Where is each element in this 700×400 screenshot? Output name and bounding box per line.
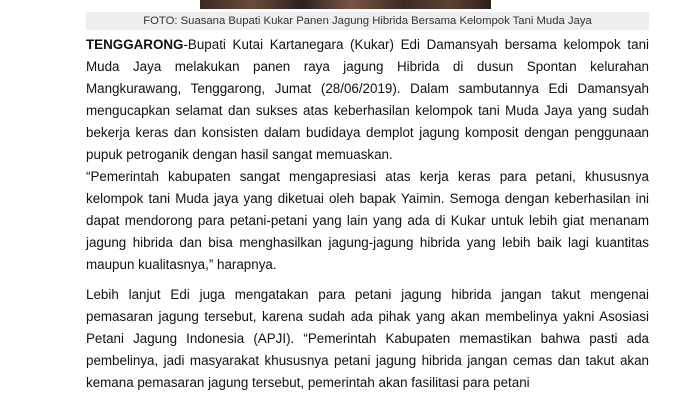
article-dateline: TENGGARONG	[86, 37, 184, 52]
article-body	[86, 34, 649, 394]
article-paragraph-3: Lebih lanjut Edi juga mengatakan para petani jagung hibrida jangan takut mengenai pemasaran jagung tersebut, karena sudah ada pihak yang akan membelinya yakni Asosiasi Petani Jagung Indonesia (APJI). “Pemerintah Kabupaten memastikan bahwa pasti ada pembelinya, jadi masyarakat khususnya petani jagung hibrida jangan cemas dan takut akan kemana pemasaran jagung tersebut, pemerintah akan fasilitasi para petani	[86, 287, 649, 390]
article-photo	[200, 0, 491, 9]
photo-caption: FOTO: Suasana Bupati Kukar Panen Jagung Hibrida Bersama Kelompok Tani Muda Jaya	[143, 15, 592, 27]
article-paragraph-2: “Pemerintah kabupaten sangat mengapresiasi atas kerja keras para petani, khususnya kelompok tani Muda jaya yang diketuai oleh bapak Yaimin. Semoga dengan keberhasilan ini dapat mendorong para petani-petani yang lain yang ada di Kukar untuk lebih giat menanam jagung hibrida dan bisa menghasilkan jagung-jagung hibrida yang lebih baik lagi kuantitas maupun kualitasnya,” harapnya.	[86, 169, 649, 272]
article-paragraph-1-text: -Bupati Kutai Kartanegara (Kukar) Edi Damansyah bersama kelompok tani Muda Jaya melakukan panen raya jagung Hibrida di dusun Spontan kelurahan Mangkurawang, Tenggarong, Jumat (28/06/2019). Dalam sambutannya Edi Damansyah mengucapkan selamat dan sukses atas keberhasilan kelompok tani Muda Jaya yang sudah bekerja keras dan konsisten dalam budidaya demplot jagung komposit dengan penggunaan pupuk petroganik dengan hasil sangat memuaskan.	[86, 37, 649, 162]
article-paragraph-1	[86, 34, 649, 166]
